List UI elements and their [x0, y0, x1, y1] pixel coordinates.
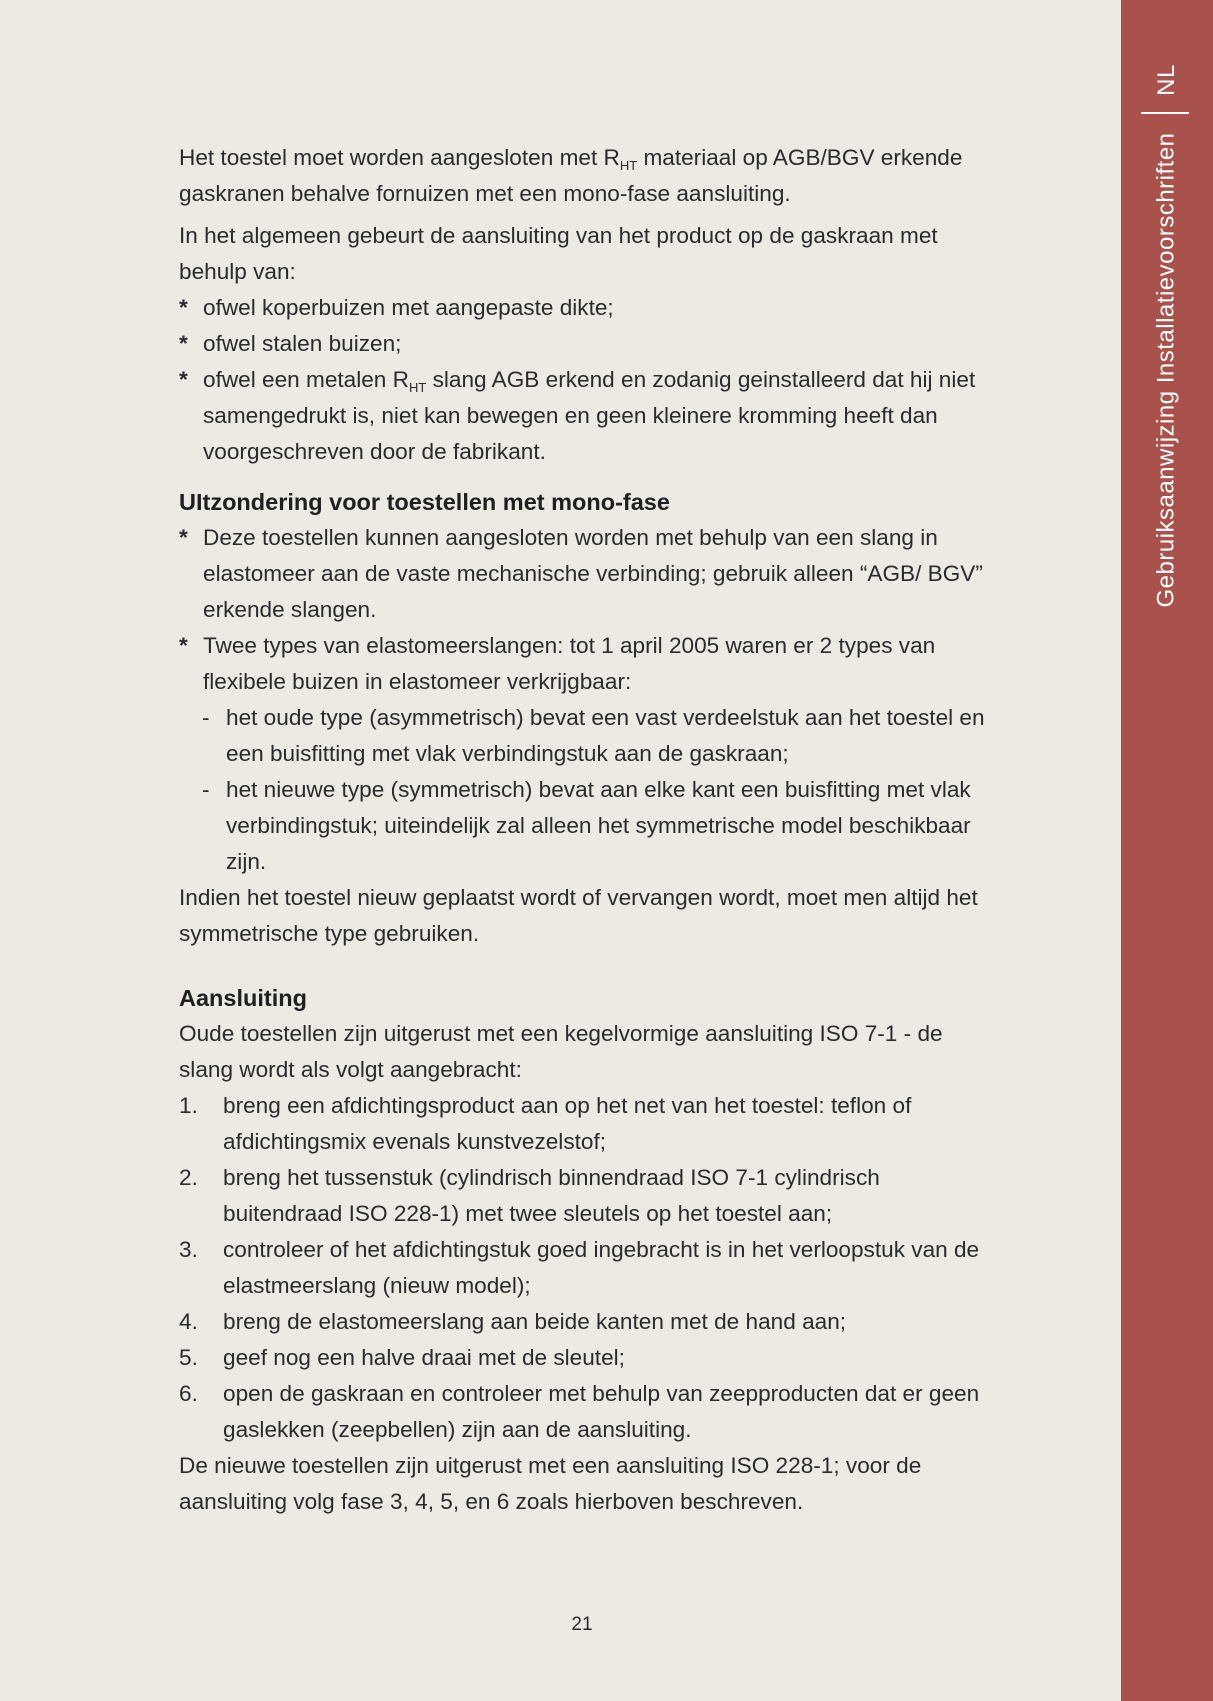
- exception-closing: Indien het toestel nieuw geplaatst wordt of vervangen wordt, moet men altijd het symmetrische type gebruiken.: [179, 885, 978, 946]
- connection-intro: Oude toestellen zijn uitgerust met een kegelvormige aansluiting ISO 7-1 - de slang wordt als volgt aangebracht:: [179, 1021, 943, 1082]
- sub-list-item: - het oude type (asymmetrisch) bevat een vast verdeelstuk aan het toestel en een buisfitting met vlak verbindingstuk aan de gaskraan;: [179, 700, 994, 772]
- dash-marker: -: [202, 777, 210, 802]
- numbered-step: 2. breng het tussenstuk (cylindrisch binnendraad ISO 7-1 cylindrisch buitendraad ISO 228-1) met twee sleutels op het toestel aan;: [179, 1165, 880, 1226]
- numbered-step: 5. geef nog een halve draai met de sleutel;: [179, 1345, 625, 1370]
- bullet-marker: *: [179, 331, 188, 356]
- page-body: [179, 140, 994, 1520]
- language-label: NL: [1153, 64, 1180, 96]
- list-item: * ofwel een metalen $R_{HT}$ slang AGB erkend en zodanig geinstalleerd dat hij niet samengedrukt is, niet kan bewegen en geen kleinere kromming heeft dan voorgeschreven door de fabrikant.: [179, 362, 994, 470]
- dash-marker: -: [202, 705, 210, 730]
- intro-paragraph: In het algemeen gebeurt de aansluiting van het product op de gaskraan met behulp van:: [179, 223, 938, 284]
- side-divider: [1141, 112, 1189, 114]
- numbered-step: 1. breng een afdichtingsproduct aan op het net van het toestel: teflon of afdichtingsmix evenals kunstvezelstof;: [179, 1093, 912, 1154]
- numbered-step: 6. open de gaskraan en controleer met behulp van zeepproducten dat er geen gaslekken (zeepbellen) zijn aan de aansluiting.: [179, 1381, 980, 1442]
- intro-paragraph: Het toestel moet worden aangesloten met $R_{HT}$ materiaal op AGB/BGV erkende gaskranen behalve fornuizen met een mono-fase aansluiting.: [179, 145, 963, 206]
- page-number: 21: [571, 1614, 593, 1635]
- bullet-marker: *: [179, 525, 188, 550]
- connection-closing: De nieuwe toestellen zijn uitgerust met een aansluiting ISO 228-1; voor de aansluiting volg fase 3, 4, 5, en 6 zoals hierboven beschreven.: [179, 1453, 922, 1514]
- section-heading: Aansluiting: [179, 985, 307, 1011]
- section-title-vertical: Gebruiksaanwijzing Installatievoorschriften: [1153, 132, 1180, 608]
- list-item: * Deze toestellen kunnen aangesloten worden met behulp van een slang in elastomeer aan de vaste mechanische verbinding; gebruik alleen “AGB/ BGV” erkende slangen.: [179, 520, 994, 628]
- list-item: * ofwel stalen buizen;: [179, 326, 994, 362]
- numbered-step: 3. controleer of het afdichtingstuk goed ingebracht is in het verloopstuk van de elastmeerslang (nieuw model);: [179, 1237, 980, 1298]
- numbered-step: 4. breng de elastomeerslang aan beide kanten met de hand aan;: [179, 1309, 847, 1334]
- bullet-marker: *: [179, 295, 188, 320]
- section-heading: UItzondering voor toestellen met mono-fase: [179, 489, 670, 515]
- list-item: * ofwel koperbuizen met aangepaste dikte;: [179, 290, 994, 326]
- bullet-marker: *: [179, 633, 188, 658]
- sub-list-item: - het nieuwe type (symmetrisch) bevat aan elke kant een buisfitting met vlak verbindingstuk; uiteindelijk zal alleen het symmetrische model beschikbaar zijn.: [179, 772, 994, 880]
- list-item: * Twee types van elastomeerslangen: tot 1 april 2005 waren er 2 types van flexibele buizen in elastomeer verkrijgbaar:: [179, 628, 994, 700]
- bullet-marker: *: [179, 367, 188, 392]
